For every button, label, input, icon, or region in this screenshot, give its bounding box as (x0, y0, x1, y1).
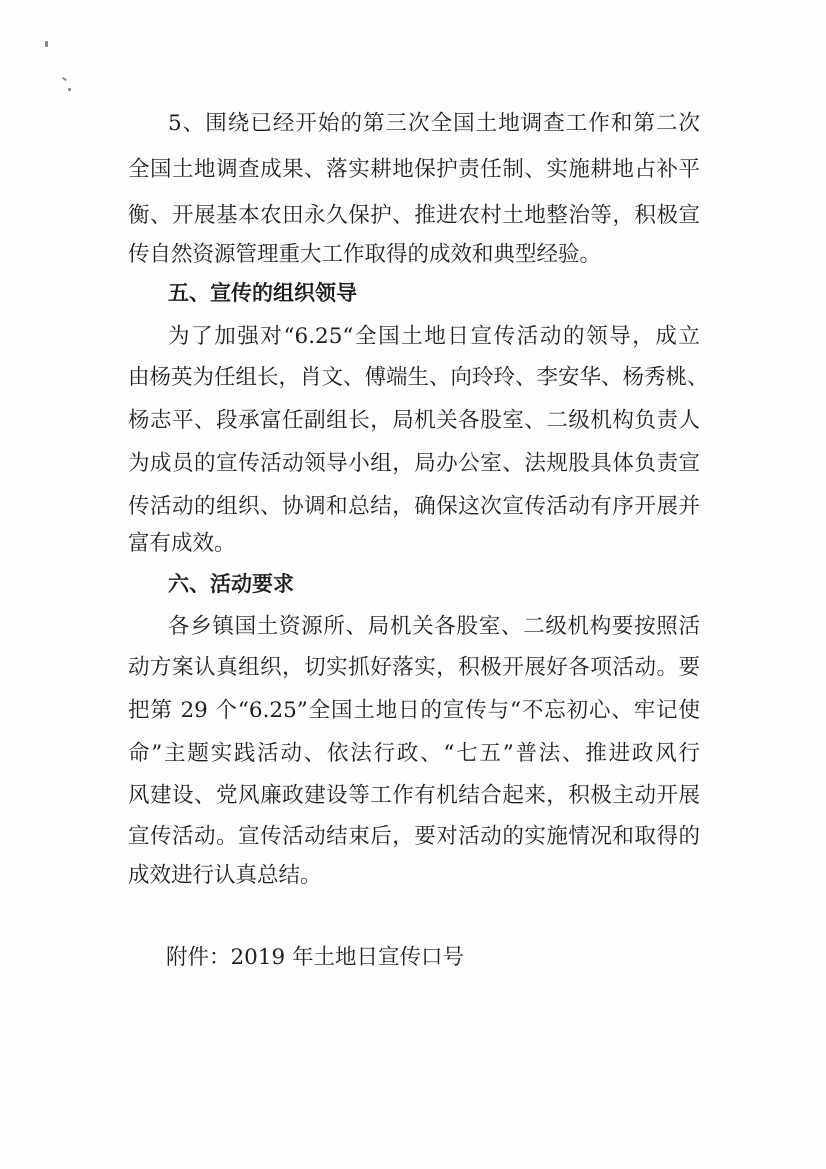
paragraph-line: 全国土地调查成果、落实耕地保护责任制、实施耕地占补平 (128, 157, 700, 182)
paragraph-line: 传自然资源管理重大工作取得的成效和典型经验。 (128, 242, 602, 267)
section-heading: 五、宣传的组织领导 (168, 281, 357, 305)
paragraph-line: 传活动的组织、协调和总结，确保这次宣传活动有序开展并 (128, 494, 700, 519)
attachment-note: 附件：2019 年土地日宣传口号 (166, 945, 465, 970)
paragraph-line: 5、围绕已经开始的第三次全国土地调查工作和第二次 (168, 111, 700, 136)
paragraph-line: 各乡镇国土资源所、局机关各股室、二级机构要按照活 (168, 614, 700, 639)
paragraph-line: 为了加强对“6.25“全国土地日宣传活动的领导，成立 (168, 324, 700, 349)
scan-speck (45, 41, 48, 47)
paragraph-line: 把第 29 个“6.25”全国土地日的宣传与“不忘初心、牢记使 (128, 698, 700, 723)
scan-speck (68, 88, 71, 91)
paragraph-line: 风建设、党风廉政建设等工作有机结合起来，积极主动开展 (128, 783, 700, 808)
section-heading: 六、活动要求 (168, 572, 294, 596)
paragraph-line: 命”主题实践活动、依法行政、“七五”普法、推进政风行 (128, 741, 700, 766)
paragraph-line: 成效进行认真总结。 (128, 863, 322, 888)
paragraph-line: 动方案认真组织，切实抓好落实，积极开展好各项活动。要 (128, 655, 700, 680)
paragraph-line: 衡、开展基本农田永久保护、推进农村土地整治等，积极宣 (128, 203, 700, 228)
paragraph-line: 宣传活动。宣传活动结束后，要对活动的实施情况和取得的 (128, 824, 700, 849)
paragraph-line: 富有成效。 (128, 531, 236, 556)
paragraph-line: 杨志平、段承富任副组长，局机关各股室、二级机构负责人 (128, 408, 700, 433)
paragraph-line: 由杨英为任组长，肖文、傅端生、向玲玲、李安华、杨秀桃、 (128, 365, 709, 390)
paragraph-line: 为成员的宣传活动领导小组，局办公室、法规股具体负责宣 (128, 451, 700, 476)
scan-speck (62, 77, 67, 82)
